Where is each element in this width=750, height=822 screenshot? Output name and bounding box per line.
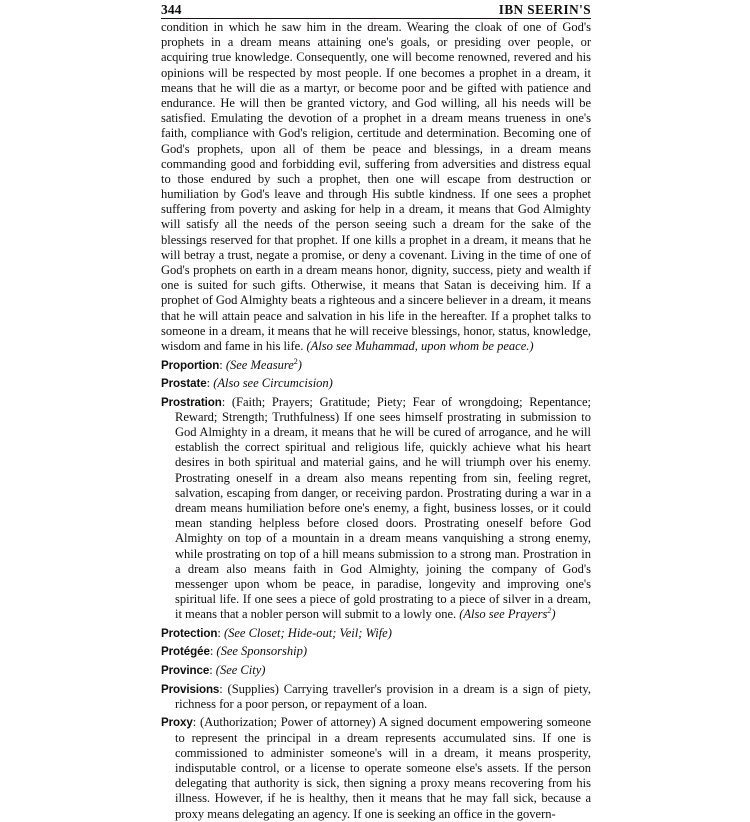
text-column xyxy=(161,20,591,822)
continued-paragraph-crossref: (Also see Muhammad, upon whom be peace.) xyxy=(306,338,534,353)
entry-separator: : xyxy=(219,357,223,372)
entry-crossref: (See City) xyxy=(215,663,266,678)
page-number: 344 xyxy=(161,2,182,17)
entry-separator: : xyxy=(206,376,211,391)
dictionary-entry-province xyxy=(161,663,591,678)
entry-headword: Proxy xyxy=(161,716,193,730)
entry-crossref: (See Closet; Hide-out; Veil; Wife) xyxy=(223,625,392,640)
running-head xyxy=(161,0,591,19)
entry-headword: Province xyxy=(161,664,210,678)
entry-body-text: (Supplies) Carrying traveller's provision in a dream is a sign of piety, richness for a poor person, or repayment of a loan. xyxy=(175,681,591,711)
dictionary-entry-proxy xyxy=(161,715,591,821)
entry-crossref-tail: ) xyxy=(297,357,302,372)
entry-headword: Provisions xyxy=(161,682,220,696)
entry-headword: Protection xyxy=(161,626,218,640)
entry-body-text: (Authorization; Power of attorney) A signed document empowering someone to represent the principal in a dream represents accumulated sins. If one is commissioned to administer someone's will in a dream, it means prosperity, indisputable control, or a license to operate someone else's assets. If the person delegating that authority is sick, then signing a proxy means recovering from his illness. However, if he is healthy, then it means that he may fall sick, because a proxy means delegating an agency. If one is seeking an office in the govern- xyxy=(175,715,591,821)
entry-body-text: (Faith; Prayers; Gratitude; Piety; Fear of wrongdoing; Repentance; Reward; Strength; Truthfulness) If one sees himself prostrating in submission to God Almighty in a dream, it means that he will be cured of arrogance, and he will establish the correct spiritual and religious life, quickly achieve what his heart desires in both spiritual and material gains, and he will triumph over his enemy. Prostrating oneself in a dream also means repenting from sin, feeling regret, salvation, escaping from danger, or receiving pardon. Prostrating during a war in a dream means humiliation before one's enemy, a fight, business losses, or it could mean standing helpless before closed doors. Prostrating oneself before God Almighty on top of a mountain in a dream means vanquishing a strong enemy, while prostrating on top of a hill means submission to a strong man. Prostration in a dream also means faith in God Almighty, joining the company of God's messenger upon whom be peace, in paradise, longevity and improving one's spiritual life. If one sees a piece of gold prostrating to a piece of silver in a dream, it means that a nobler person will submit to a lowly one. xyxy=(175,394,591,622)
entry-separator: : xyxy=(209,663,213,678)
entry-trailing-crossref: (Also see Prayers xyxy=(459,607,548,622)
dictionary-entry-protection xyxy=(161,626,591,641)
entry-headword: Prostate xyxy=(161,377,207,391)
continued-paragraph-text: condition in which he saw him in the dream. Wearing the cloak of one of God's prophets in a dream means attaining one's goals, or presiding over people, or acquiring true knowledge. Consequently, one will become renowned, revered and his opinions will be respected by most people. If one becomes a prophet in a dream, it means that he will die as a martyr, or become poor and be gifted with patience and endurance. He will then be granted victory, and God willing, all his needs will be satisfied. Emulating the devotion of a prophet in a dream means trueness in one's faith, compliance with God's religion, certitude and determination. Becoming one of God's prophets, upon all of them be peace and blessings, in a dream means commanding good and forbidding evil, suffering from adversities and distress equal to those endured by such a prophet, then one will escape from destruction or humiliation by God's leave and through His subtle kindness. If one sees a prophet suffering from poverty and asking for help in a dream, it means that God Almighty will satisfy all the needs of the person seeing such a dream for the sake of the blessings reserved for that prophet. If one kills a prophet in a dream, it means that he will betray a trust, negate a promise, or deny a covenant. Living in the time of one of God's prophets on earth in a dream means honor, dignity, success, piety and wealth if one is suited for such gifts. Otherwise, it means that Satan is deceiving him. If a prophet of God Almighty beats a righteous and a sincere believer in a dream, it means that he will attain peace and salvation in his life in the hereafter. If a prophet talks to someone in a dream, it means that he will receive blessings, honor, status, knowledge, wisdom and fame in his life. xyxy=(161,20,591,353)
entry-separator: : xyxy=(219,681,223,696)
superscript-marker: 2 xyxy=(293,356,298,366)
entry-headword: Proportion xyxy=(161,358,220,372)
dictionary-entry-prostate xyxy=(161,376,591,391)
entry-crossref: (Also see Circumcision) xyxy=(213,376,333,391)
dictionary-entry-proportion xyxy=(161,358,591,373)
entry-crossref: (See Measure xyxy=(225,357,294,372)
superscript-marker: 2 xyxy=(547,606,552,616)
continued-paragraph xyxy=(161,20,591,354)
entry-trailing-crossref-tail: ) xyxy=(551,607,556,622)
entry-headword: Protégée xyxy=(161,645,210,659)
entry-separator: : xyxy=(209,644,214,659)
book-title: IBN SEERIN'S xyxy=(498,2,591,17)
entry-separator: : xyxy=(217,625,221,640)
dictionary-entry-protegee xyxy=(161,644,591,659)
entry-headword: Prostration xyxy=(161,395,222,409)
dictionary-entry-prostration xyxy=(161,395,591,623)
entry-crossref: (See Sponsorship) xyxy=(216,644,308,659)
entry-separator: : xyxy=(192,715,197,730)
dictionary-entry-provisions xyxy=(161,682,591,712)
entry-separator: : xyxy=(221,394,226,409)
